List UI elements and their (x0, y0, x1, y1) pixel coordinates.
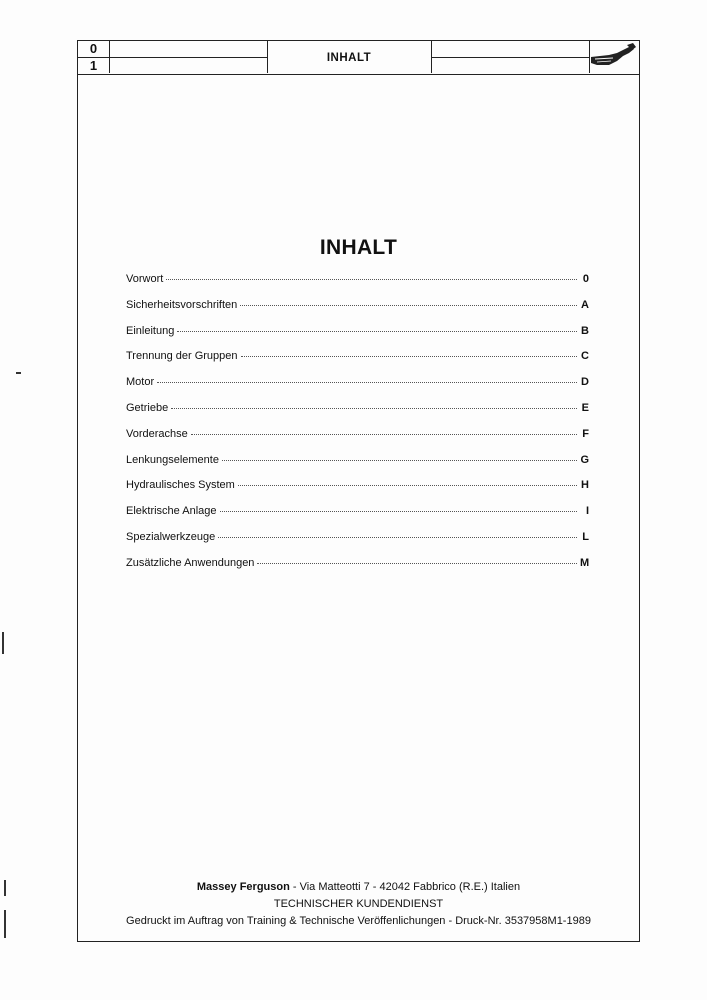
toc-item (126, 557, 589, 583)
toc-item (126, 299, 589, 325)
toc-item (126, 505, 589, 531)
toc-item (126, 273, 589, 299)
toc-item (126, 350, 589, 376)
toc-leader-dots (171, 408, 577, 409)
toc-item-section-code: L (582, 530, 589, 543)
page-header (78, 41, 639, 75)
company-address: - Via Matteotti 7 - 42042 Fabbrico (R.E.) Italien (289, 881, 521, 893)
toc-item-section-code: C (581, 350, 589, 363)
page-section-number: 0 (89, 41, 98, 56)
table-of-contents (126, 273, 589, 583)
toc-item-section-code: E (581, 401, 589, 414)
toc-item-label: Einleitung (126, 324, 175, 337)
header-title: INHALT (326, 52, 372, 64)
page-frame (77, 40, 640, 942)
toc-leader-dots (177, 331, 577, 332)
page-number: 1 (89, 58, 98, 73)
toc-item-label: Vorwort (126, 273, 164, 285)
page-title: INHALT (319, 236, 398, 259)
toc-item (126, 428, 589, 454)
toc-item-section-code: H (581, 479, 589, 492)
toc-item-label: Getriebe (126, 401, 169, 414)
toc-item (126, 479, 589, 505)
toc-item (126, 325, 589, 351)
toc-item-label: Elektrische Anlage (126, 505, 217, 518)
toc-leader-dots (157, 382, 577, 383)
toc-item-section-code: B (581, 324, 589, 337)
toc-item (126, 402, 589, 428)
toc-item-section-code: D (581, 376, 589, 389)
toc-leader-dots (238, 485, 577, 486)
footer-address-line (78, 879, 639, 896)
toc-item-section-code: G (580, 453, 589, 466)
wrench-hand-icon (587, 43, 637, 73)
toc-item-section-code: M (580, 556, 590, 569)
toc-item-section-code: I (585, 505, 589, 518)
toc-item-label: Zusätzliche Anwendungen (126, 556, 255, 569)
toc-item-label: Lenkungselemente (126, 453, 219, 466)
toc-leader-dots (191, 434, 577, 435)
toc-leader-dots (166, 279, 577, 280)
toc-item-label: Spezialwerkzeuge (126, 530, 216, 543)
footer-print-note: Gedruckt im Auftrag von Training & Technische Veröffenlichungen - Druck-Nr. 3537958M1-1989 (126, 915, 591, 927)
scan-mark (4, 880, 6, 896)
scan-mark (2, 632, 4, 654)
header-divider (431, 57, 589, 58)
toc-item (126, 454, 589, 480)
toc-leader-dots (241, 356, 578, 357)
toc-item-label: Motor (126, 376, 155, 389)
toc-item-label: Sicherheitsvorschriften (126, 298, 238, 311)
toc-item-label: Trennung der Gruppen (126, 350, 238, 363)
page-footer (78, 879, 639, 930)
toc-leader-dots (240, 305, 577, 306)
company-name: Massey Ferguson (196, 881, 290, 893)
toc-item (126, 531, 589, 557)
toc-leader-dots (220, 511, 578, 512)
toc-item-label: Vorderachse (126, 427, 188, 440)
footer-department: TECHNISCHER KUNDENDIENST (273, 898, 444, 910)
toc-leader-dots (222, 460, 577, 461)
toc-leader-dots (218, 537, 577, 538)
toc-item (126, 376, 589, 402)
toc-leader-dots (257, 563, 577, 564)
scan-mark (4, 910, 6, 938)
scan-mark (16, 372, 21, 374)
toc-item-label: Hydraulisches System (126, 479, 235, 492)
toc-item-section-code: A (581, 298, 589, 311)
toc-item-section-code: 0 (582, 273, 589, 285)
toc-item-section-code: F (582, 427, 589, 440)
